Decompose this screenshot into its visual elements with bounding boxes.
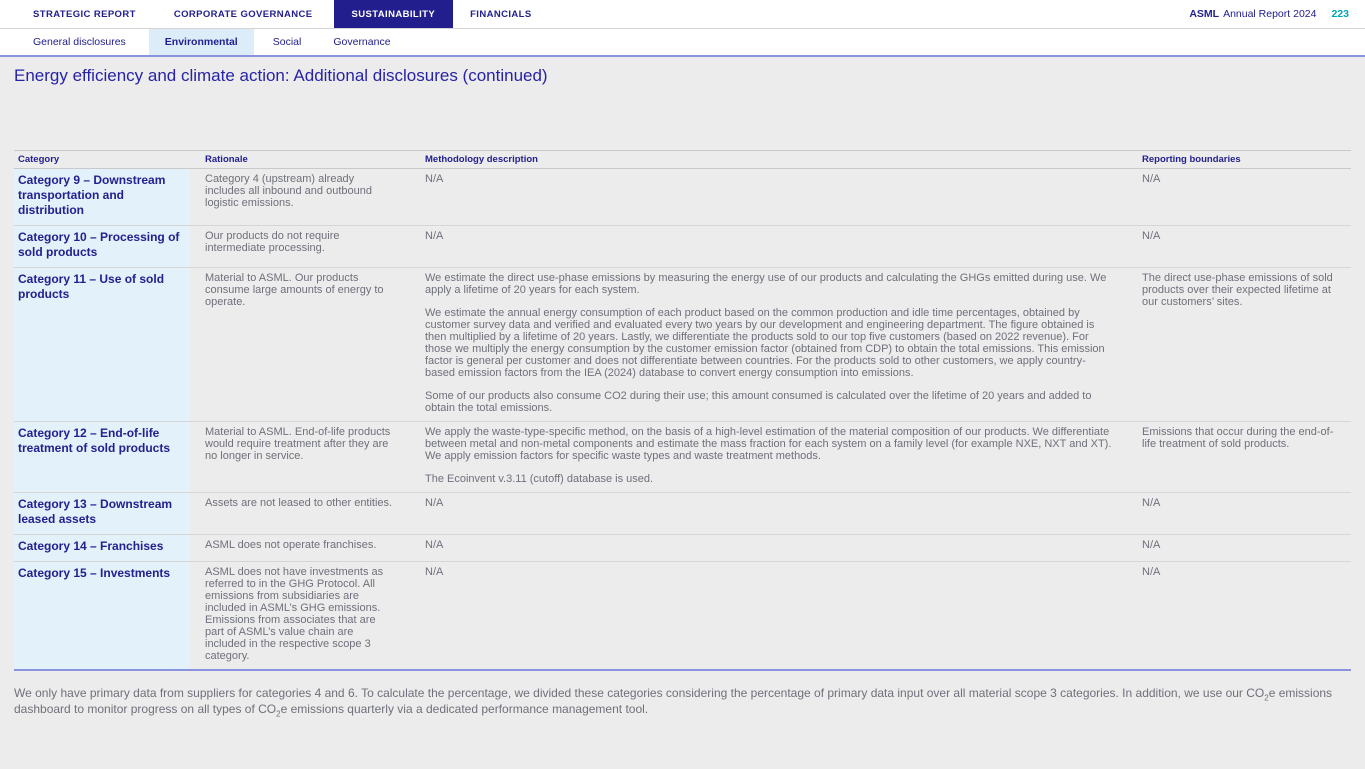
nav-tab-corporate-governance[interactable]: CORPORATE GOVERNANCE [173,8,313,20]
rationale-text: ASML does not have investments as referred to in the GHG Protocol. All emissions from subsidiaries are included in ASML’s GHG emissions. Emissions from associates that are part of ASML’s value chain are included in the respective scope 3 category. [205,566,384,662]
methodology-cell [410,268,1127,422]
methodology-cell [410,562,1127,671]
category-cell: Category 10 – Processing of sold products [14,226,190,268]
report-header-right [1189,0,1365,28]
top-navigation-bar [0,0,1365,29]
subscript-2: 2 [276,708,281,718]
subnav-tab-environmental[interactable]: Environmental [149,29,254,55]
subnav-tab-governance[interactable]: Governance [333,36,391,48]
table-row-category-11 [14,268,1351,422]
rationale-text: Category 4 (upstream) already includes all inbound and outbound logistic emissions. [205,173,372,209]
rationale-text: Material to ASML. End-of-life products would require treatment after they are no longer in service. [205,426,391,462]
nav-tab-sustainability[interactable]: SUSTAINABILITY [334,0,454,28]
footnote-text: e emissions dashboard to monitor progress on all types of CO [14,686,1333,716]
asml-logo-text: ASML [1189,8,1220,20]
category-cell: Category 14 – Franchises [14,535,190,562]
nav-tab-strategic-report[interactable]: STRATEGIC REPORT [33,8,136,20]
table-row-category-12 [14,422,1351,493]
boundaries-cell [1127,562,1351,671]
subscript-2: 2 [1264,693,1269,703]
footnote-text: e emissions quarterly via a dedicated performance management tool. [280,701,649,716]
methodology-cell [410,535,1127,562]
boundaries-cell [1127,268,1351,422]
methodology-text: The Ecoinvent v.3.11 (cutoff) database is used. [425,473,654,485]
table-footnote [14,686,1344,717]
rationale-cell [190,169,410,226]
methodology-text: N/A [425,497,444,509]
boundaries-text: N/A [1142,173,1161,185]
boundaries-cell [1127,422,1351,493]
category-cell: Category 13 – Downstream leased assets [14,493,190,535]
column-header-methodology: Methodology description [410,151,1127,169]
methodology-cell [410,493,1127,535]
top-nav-items [0,0,532,28]
table-row-category-15 [14,562,1351,671]
column-header-category: Category [14,151,190,169]
methodology-text: N/A [425,566,444,578]
boundaries-text: The direct use-phase emissions of sold products over their expected lifetime at our customers’ sites. [1142,272,1333,308]
table-row-category-9 [14,169,1351,226]
methodology-text: We estimate the annual energy consumption of each product based on the common production and idle time percentages, obtained by customer survey data and verified and evaluated every two years by our development and engineering department. The figure obtained is then multiplied by a lifetime of 20 years. Lastly, we differentiate the products sold to our top five customers (based on 2022 revenue). For those we multiply the energy consumption by the customer emission factor (obtained from CDP) to obtain the total emissions. This emission factor is general per customer and does not differentiate between countries. For the products sold to other customers, we apply country-based emission factors from the IEA (2024) database to convert energy consumption into emissions. [425,307,1105,379]
rationale-cell [190,226,410,268]
rationale-text: Material to ASML. Our products consume large amounts of energy to operate. [205,272,384,308]
sub-navigation-bar [0,29,1365,57]
column-header-reporting-boundaries: Reporting boundaries [1127,151,1351,169]
methodology-text: We estimate the direct use-phase emissions by measuring the energy use of our products and calculating the GHGs emitted during use. We apply a lifetime of 20 years for each system. [425,272,1107,296]
rationale-text: Assets are not leased to other entities. [205,497,393,509]
methodology-text: We apply the waste-type-specific method, on the basis of a high-level estimation of the material composition of our products. We differentiate between metal and non-metal components and estimate the mass fraction for each system on a family level (for example NXE, NXT and XT). We apply emission factors for specific waste types and waste treatment methods. [425,426,1112,462]
rationale-text: ASML does not operate franchises. [205,539,377,551]
table-header-row [14,151,1351,169]
boundaries-cell [1127,169,1351,226]
methodology-cell [410,169,1127,226]
methodology-cell [410,422,1127,493]
boundaries-text: N/A [1142,539,1161,551]
rationale-text: Our products do not require intermediate processing. [205,230,340,254]
rationale-cell [190,268,410,422]
rationale-cell [190,562,410,671]
table-row-category-14 [14,535,1351,562]
category-cell: Category 15 – Investments [14,562,190,671]
page-content [0,57,1365,717]
footnote-text: We only have primary data from suppliers for categories 4 and 6. To calculate the percentage, we divided these categories considering the percentage of primary data input over all material scope 3 categories. In addition, we use our CO [14,686,1265,700]
rationale-cell [190,535,410,562]
nav-tab-financials[interactable]: FINANCIALS [470,8,532,20]
boundaries-cell [1127,535,1351,562]
table-row-category-10 [14,226,1351,268]
subnav-tab-social[interactable]: Social [272,36,302,48]
column-header-rationale: Rationale [190,151,410,169]
boundaries-text: N/A [1142,566,1161,578]
rationale-cell [190,493,410,535]
methodology-text: N/A [425,230,444,242]
methodology-text: N/A [425,539,444,551]
boundaries-text: Emissions that occur during the end-of-life treatment of sold products. [1142,426,1334,450]
page-number: 223 [1331,8,1349,20]
methodology-cell [410,226,1127,268]
category-cell: Category 12 – End-of-life treatment of sold products [14,422,190,493]
category-cell: Category 11 – Use of sold products [14,268,190,422]
boundaries-text: N/A [1142,230,1161,242]
category-cell: Category 9 – Downstream transportation and distribution [14,169,190,226]
methodology-text: Some of our products also consume CO2 during their use; this amount consumed is calculated over the lifetime of 20 years and added to obtain the total emissions. [425,390,1092,414]
report-title: Annual Report 2024 [1223,8,1317,20]
boundaries-cell [1127,493,1351,535]
boundaries-cell [1127,226,1351,268]
rationale-cell [190,422,410,493]
table-row-category-13 [14,493,1351,535]
boundaries-text: N/A [1142,497,1161,509]
page-title: Energy efficiency and climate action: Additional disclosures (continued) [14,66,548,85]
methodology-text: N/A [425,173,444,185]
subnav-tab-general-disclosures[interactable]: General disclosures [33,36,126,48]
scope3-disclosures-table [14,150,1351,671]
